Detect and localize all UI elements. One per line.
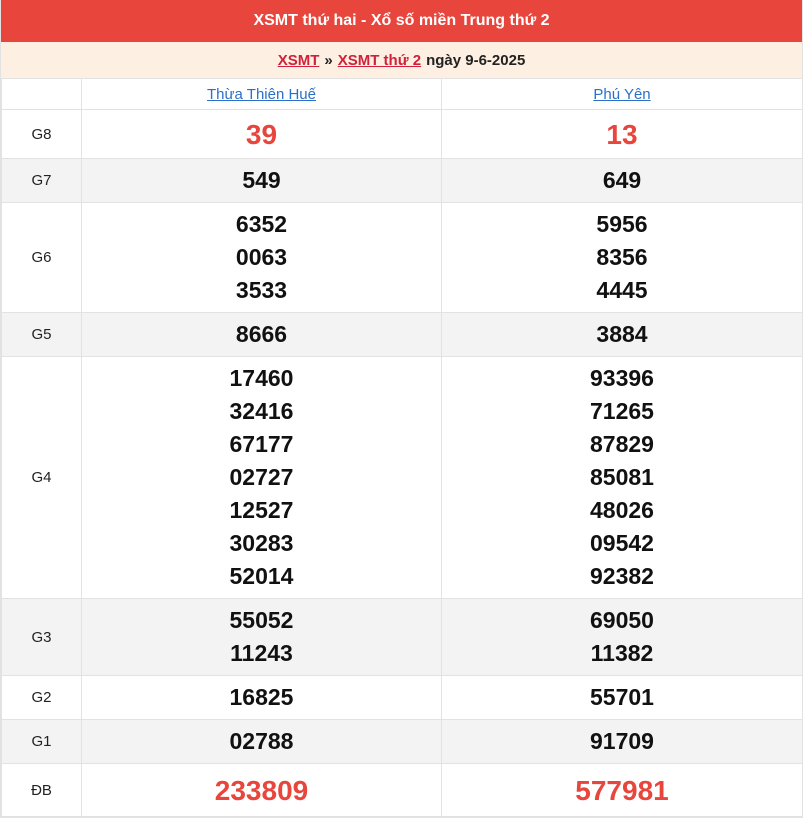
prize-cell — [442, 720, 803, 764]
prize-number: 30283 — [229, 530, 294, 556]
results-table — [1, 78, 803, 817]
prize-number: 91709 — [590, 728, 654, 754]
prize-row — [2, 313, 803, 357]
prize-number: 55052 — [229, 607, 294, 633]
prize-number: 32416 — [229, 398, 294, 424]
prize-number: 8666 — [235, 321, 288, 347]
breadcrumb-separator: » — [324, 51, 333, 69]
prize-row — [2, 676, 803, 720]
prize-cell — [82, 203, 442, 313]
prize-number: 11243 — [230, 640, 293, 666]
prize-number: 8356 — [596, 244, 648, 270]
prize-number: 71265 — [590, 398, 654, 424]
prize-number: 02727 — [229, 464, 294, 490]
prize-number: 5956 — [596, 211, 648, 237]
prize-number: 09542 — [590, 530, 654, 556]
prize-label: ĐB — [2, 764, 82, 817]
prize-label: G4 — [2, 357, 82, 599]
prize-cell — [442, 110, 803, 159]
prize-number: 02788 — [229, 728, 294, 754]
prize-number: 549 — [242, 167, 281, 193]
prize-number: 52014 — [229, 563, 294, 589]
prize-number: 4445 — [596, 277, 648, 303]
prize-cell — [442, 764, 803, 817]
breadcrumb — [1, 42, 802, 78]
prize-label: G6 — [2, 203, 82, 313]
prize-number: 55701 — [590, 684, 654, 710]
prize-number: 577981 — [575, 774, 669, 806]
prize-number: 12527 — [229, 497, 294, 523]
prize-number: 11382 — [590, 640, 654, 666]
prize-label: G8 — [2, 110, 82, 159]
province-header-cell — [442, 79, 803, 110]
prize-number: 0063 — [235, 244, 288, 270]
prize-number: 649 — [602, 167, 642, 193]
prize-cell — [82, 313, 442, 357]
prize-cell — [442, 676, 803, 720]
prize-number: 16825 — [229, 684, 294, 710]
prize-cell — [442, 599, 803, 676]
prize-label: G7 — [2, 159, 82, 203]
prize-row — [2, 159, 803, 203]
prize-row — [2, 203, 803, 313]
draw-date: ngày 9-6-2025 — [426, 51, 526, 69]
prize-number: 85081 — [590, 464, 654, 490]
prize-cell — [82, 676, 442, 720]
header-empty-cell — [2, 79, 82, 110]
prize-number: 3884 — [596, 321, 648, 347]
prize-number: 3533 — [235, 277, 288, 303]
prize-label: G3 — [2, 599, 82, 676]
province-link-thua-thien-hue[interactable]: Thừa Thiên Huế — [207, 85, 316, 103]
prize-number: 93396 — [590, 365, 654, 391]
prize-cell — [442, 159, 803, 203]
prize-label: G1 — [2, 720, 82, 764]
province-header-cell — [82, 79, 442, 110]
prize-number: 233809 — [214, 774, 309, 806]
breadcrumb-link-xsmt-thu-2[interactable]: XSMT thứ 2 — [337, 51, 422, 69]
prize-number: 87829 — [590, 431, 654, 457]
prize-cell — [442, 203, 803, 313]
prize-row — [2, 599, 803, 676]
prize-number: 17460 — [229, 365, 294, 391]
breadcrumb-link-xsmt[interactable]: XSMT — [277, 51, 320, 69]
prize-cell — [82, 159, 442, 203]
prize-row — [2, 357, 803, 599]
province-link-phu-yen[interactable]: Phú Yên — [593, 85, 651, 103]
prize-cell — [442, 313, 803, 357]
prize-number: 69050 — [590, 607, 654, 633]
prize-number: 67177 — [229, 431, 294, 457]
prize-row — [2, 720, 803, 764]
prize-cell — [442, 357, 803, 599]
prize-row — [2, 764, 803, 817]
prize-number: 6352 — [235, 211, 288, 237]
prize-label: G2 — [2, 676, 82, 720]
prize-number: 92382 — [590, 563, 654, 589]
prize-cell — [82, 599, 442, 676]
page-title: XSMT thứ hai - Xổ số miền Trung thứ 2 — [1, 0, 802, 42]
prize-cell — [82, 764, 442, 817]
prize-number: 13 — [606, 118, 638, 150]
prize-cell — [82, 720, 442, 764]
prize-cell — [82, 357, 442, 599]
prize-row — [2, 110, 803, 159]
province-header-row — [2, 79, 803, 110]
prize-number: 39 — [245, 118, 278, 150]
prize-number: 48026 — [590, 497, 654, 523]
prize-label: G5 — [2, 313, 82, 357]
prize-cell — [82, 110, 442, 159]
